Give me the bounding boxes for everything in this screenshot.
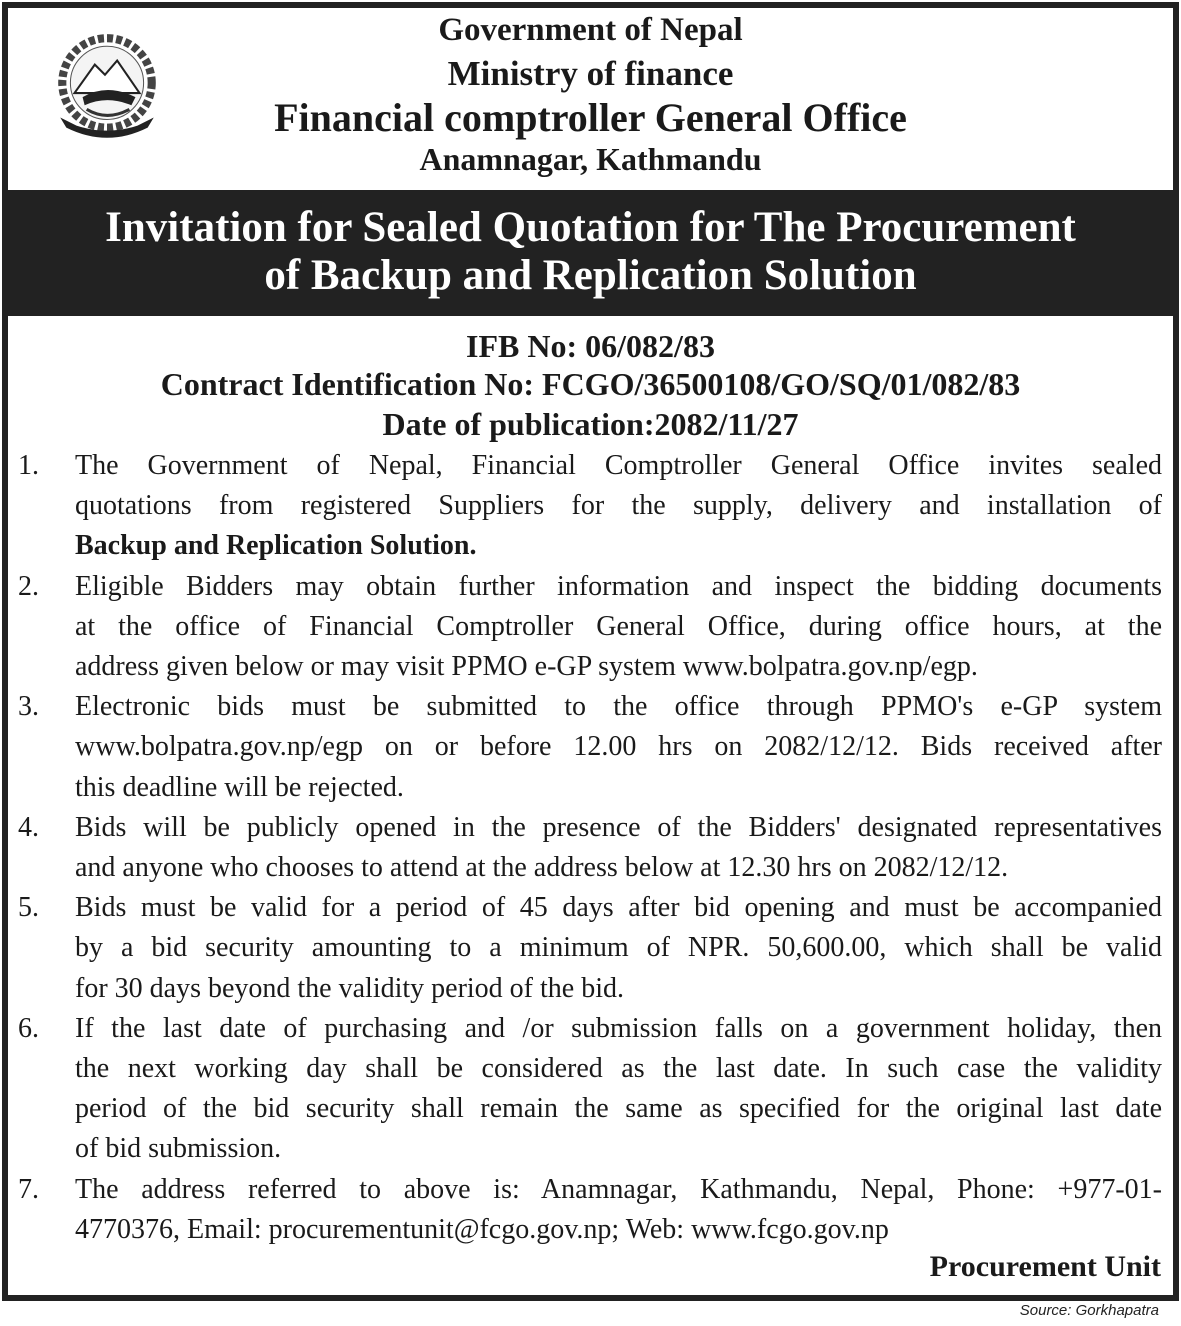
list-item <box>18 1009 1162 1170</box>
header-ministry: Ministry of finance <box>447 54 734 93</box>
item-number: 5. <box>18 892 39 924</box>
signature-procurement-unit: Procurement Unit <box>929 1250 1161 1283</box>
item-text-line: Electronic bids must be submitted to the office through PPMO's e-GP system <box>75 691 1162 723</box>
contract-identification: Contract Identification No: FCGO/36500108/GO/SQ/01/082/83 <box>160 366 1021 402</box>
title-line-1: Invitation for Sealed Quotation for The Procurement <box>105 204 1076 251</box>
title-line-2: of Backup and Replication Solution <box>264 252 917 299</box>
list-item <box>18 567 1162 688</box>
item-number: 2. <box>18 570 39 602</box>
item-text-line: Bids will be publicly opened in the presence of the Bidders' designated representatives <box>75 811 1162 843</box>
item-text-line: the next working day shall be considered as the last date. In such case the validity <box>75 1053 1162 1085</box>
item-text-line: at the office of Financial Comptroller General Office, during office hours, at the <box>75 610 1162 642</box>
item-text-line: Backup and Replication Solution. <box>75 530 477 562</box>
title-banner <box>8 190 1173 316</box>
header-address: Anamnagar, Kathmandu <box>419 141 762 177</box>
item-number: 3. <box>18 691 39 723</box>
item-text-line: period of the bid security shall remain the same as specified for the original last date <box>75 1093 1162 1125</box>
item-text-line: The Government of Nepal, Financial Comptroller General Office invites sealed <box>75 450 1162 481</box>
item-text-line: and anyone who chooses to attend at the address below at 12.30 hrs on 2082/12/12. <box>75 852 1009 884</box>
item-text-line: Bids must be valid for a period of 45 days after bid opening and must be accompanied <box>75 892 1162 924</box>
item-text-line: Eligible Bidders may obtain further information and inspect the bidding documents <box>75 570 1162 602</box>
item-number: 6. <box>18 1012 39 1044</box>
item-number: 7. <box>18 1173 39 1205</box>
list-item <box>18 446 1162 567</box>
item-number: 4. <box>18 811 39 843</box>
item-text-line: quotations from registered Suppliers for the supply, delivery and installation of <box>75 490 1162 522</box>
item-text-line: this deadline will be rejected. <box>75 771 404 803</box>
item-number: 1. <box>18 450 39 481</box>
source-credit: Source: Gorkhapatra <box>1019 1302 1159 1319</box>
item-text-line: www.bolpatra.gov.np/egp on or before 12.00 hrs on 2082/12/12. Bids received after <box>75 731 1162 763</box>
header-government: Government of Nepal <box>438 12 743 48</box>
item-text-line: The address referred to above is: Anamnagar, Kathmandu, Nepal, Phone: +977-01- <box>75 1173 1162 1205</box>
item-text-line: for 30 days beyond the validity period of the bid. <box>75 972 624 1004</box>
item-text-line: of bid submission. <box>75 1133 282 1165</box>
item-text-line: address given below or may visit PPMO e-GP system www.bolpatra.gov.np/egp. <box>75 651 978 683</box>
list-item <box>18 1170 1162 1250</box>
list-item <box>18 808 1162 888</box>
ifb-number: IFB No: 06/082/83 <box>466 328 715 364</box>
publication-date: Date of publication:2082/11/27 <box>382 406 799 442</box>
list-item <box>18 687 1162 808</box>
header-office: Financial comptroller General Office <box>274 95 907 140</box>
list-item <box>18 888 1162 1009</box>
item-text-line: If the last date of purchasing and /or submission falls on a government holiday, then <box>75 1012 1162 1044</box>
item-text-line: by a bid security amounting to a minimum of NPR. 50,600.00, which shall be valid <box>75 932 1162 964</box>
terms-list <box>18 446 1162 1250</box>
item-text-line: 4770376, Email: procurementunit@fcgo.gov.np; Web: www.fcgo.gov.np <box>75 1213 889 1245</box>
